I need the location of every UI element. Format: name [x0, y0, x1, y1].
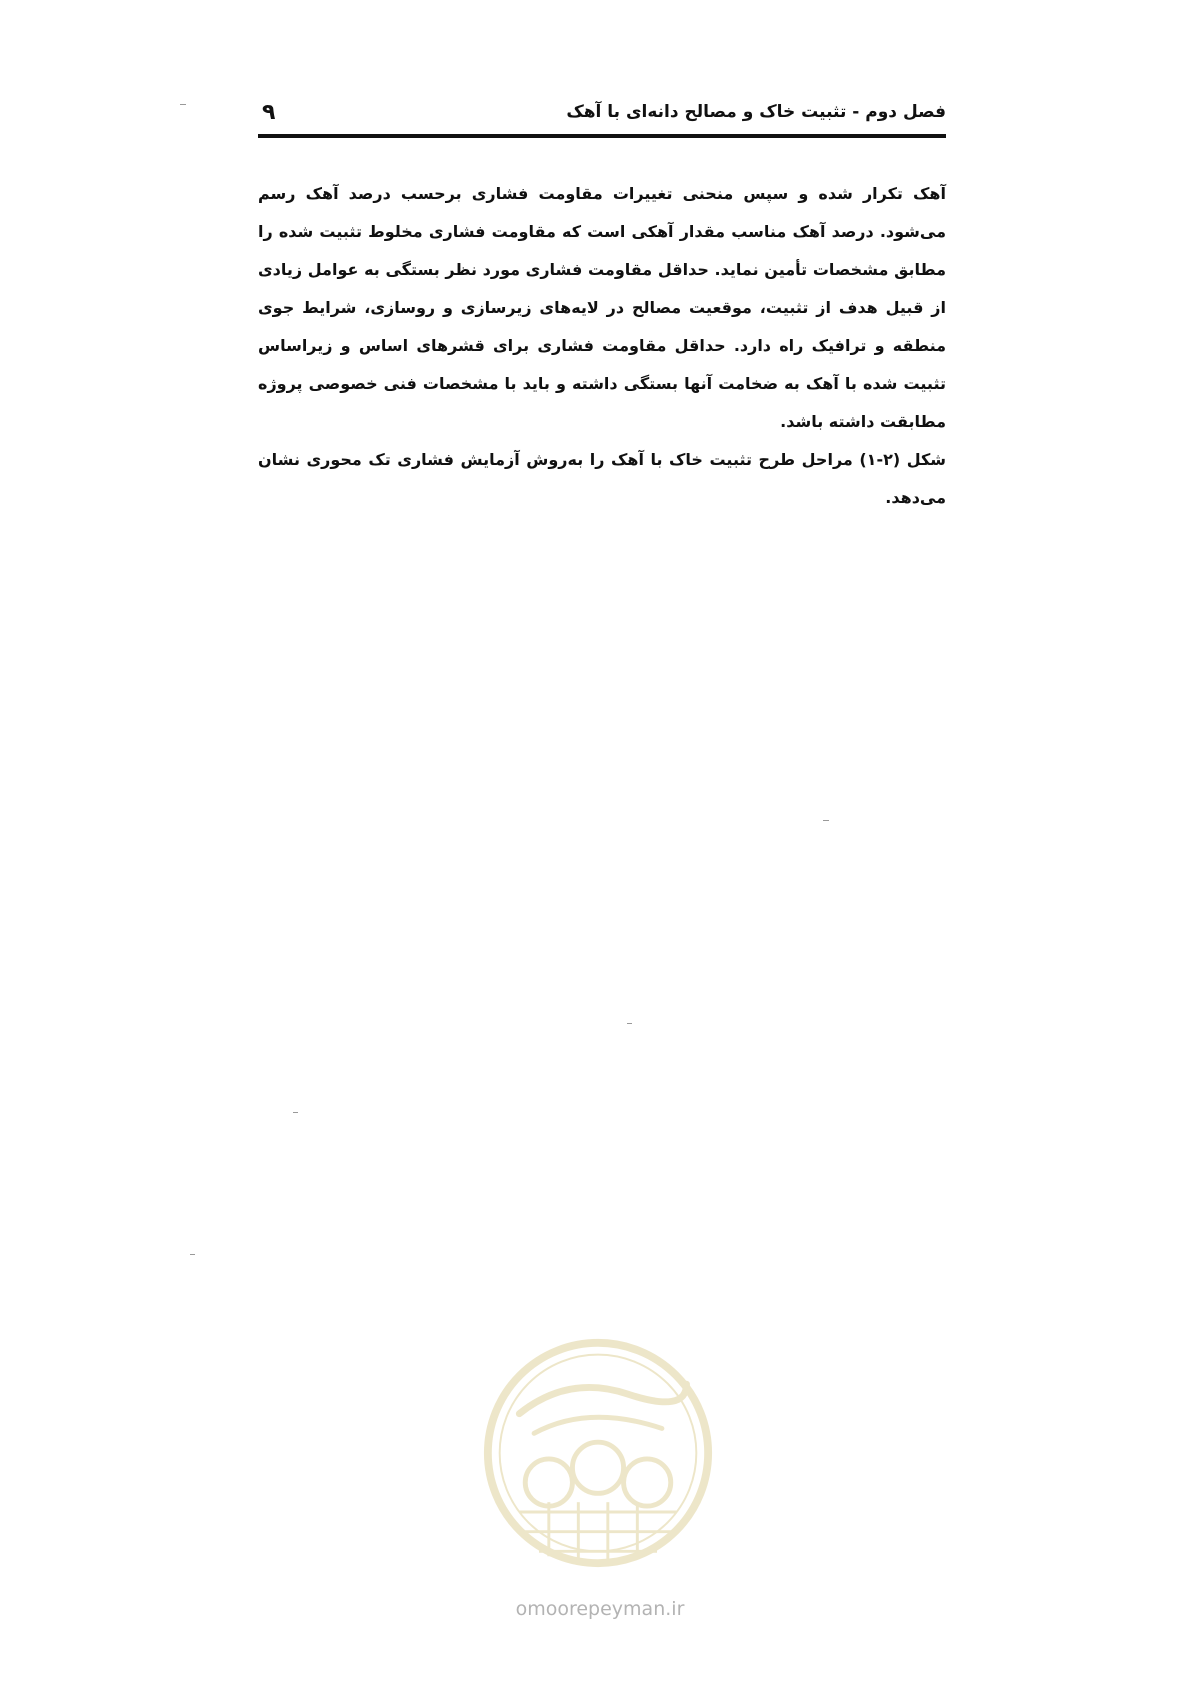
body-text [258, 175, 946, 517]
paragraph: شکل (۲-۱) مراحل طرح تثبیت خاک با آهک را به‌روش آزمایش فشاری تک محوری نشان می‌دهد. [258, 450, 947, 507]
paragraph: آهک تکرار شده و سپس منحنی تغییرات مقاومت فشاری برحسب درصد آهک رسم می‌شود. درصد آهک مناسب مقدار آهکی است که مقاومت فشاری مخلوط تثبیت شده را مطابق مشخصات تأمین نماید. حداقل مقاومت فشاری مورد نظر بستگی به عوامل زیادی از قبیل هدف از تثبیت، موقعیت مصالح در لایه‌های زیرسازی و روسازی، شرایط جوی منطقه و ترافیک راه دارد. حداقل مقاومت فشاری برای قشرهای اساس و زیراساس تثبیت شده با آهک به ضخامت آنها بستگی داشته و باید با مشخصات فنی خصوصی پروژه مطابقت داشته باشد. [258, 184, 946, 431]
page-number: ۹ [262, 100, 276, 125]
scan-mark [180, 104, 186, 105]
page-header [258, 98, 946, 138]
watermark-logo [480, 1335, 716, 1571]
scan-mark [190, 1254, 195, 1255]
scan-mark [823, 820, 829, 821]
chapter-title: فصل دوم - تثبیت خاک و مصالح دانه‌ای با آهک [566, 102, 946, 122]
header-rule [258, 134, 946, 138]
scan-mark [293, 1112, 298, 1113]
watermark-url: omoorepeyman.ir [515, 1598, 685, 1620]
scan-mark [627, 1023, 632, 1024]
